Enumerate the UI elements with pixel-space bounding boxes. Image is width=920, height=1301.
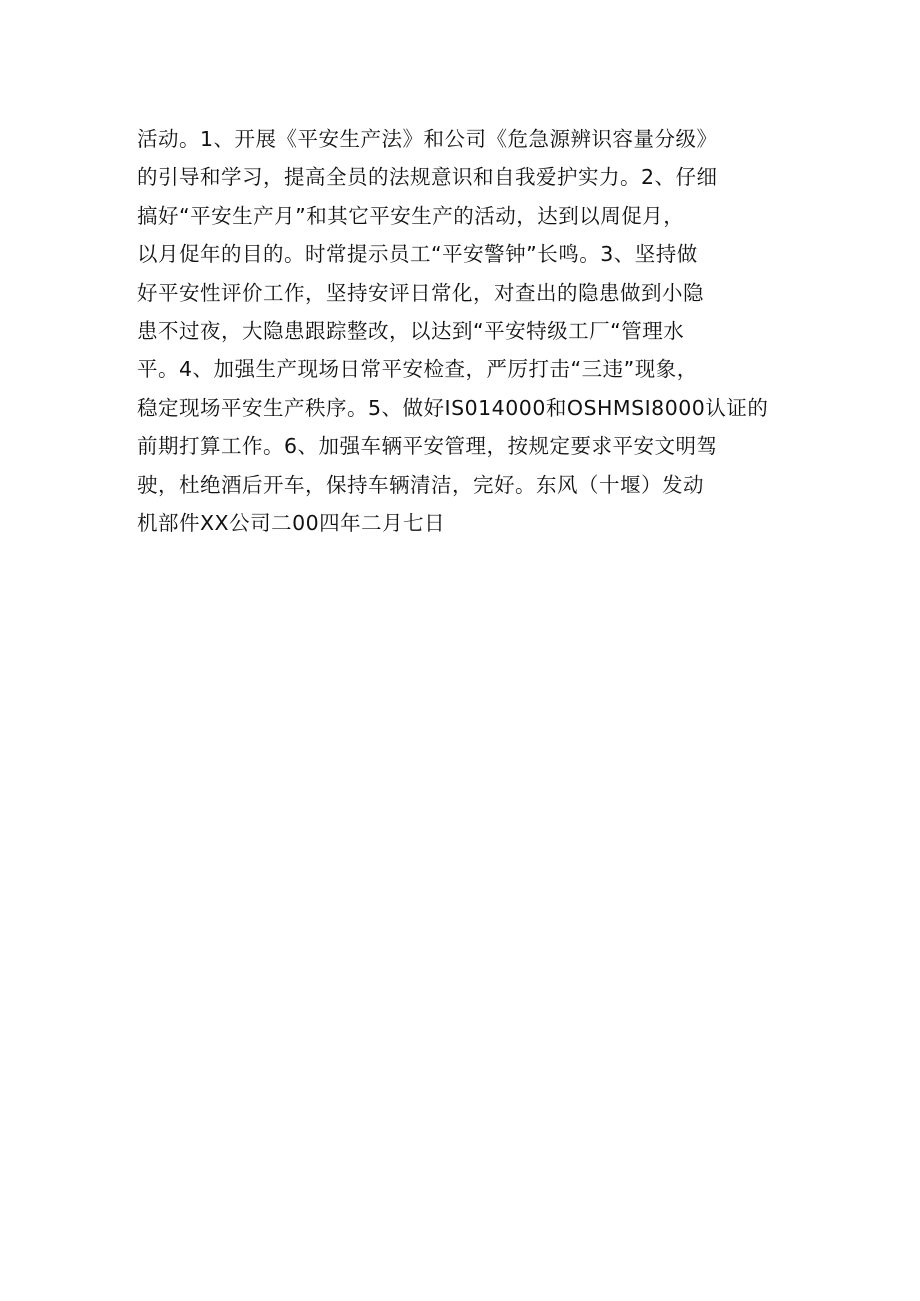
text-line: 搞好“平安生产月”和其它平安生产的活动，达到以周促月， xyxy=(137,203,685,228)
text-line: 患不过夜，大隐患跟踪整改，以达到“平安特级工厂“管理水 xyxy=(137,318,685,343)
text-line: 平。4、加强生产现场日常平安检查，严厉打击“三违”现象， xyxy=(137,357,698,382)
document-body xyxy=(137,120,797,542)
text-line: 前期打算工作。6、加强车辆平安管理，按规定要求平安文明驾 xyxy=(137,434,718,459)
text-line: 机部件XX公司二00四年二月七日 xyxy=(137,510,446,535)
text-line: 的引导和学习，提高全员的法规意识和自我爱护实力。2、仔细 xyxy=(137,165,718,190)
text-line: 活动。1、开展《平安生产法》和公司《危急源辨识容量分级》 xyxy=(137,127,718,151)
text-line: 稳定现场平安生产秩序。5、做好IS014000和OSHMSI8000认证的 xyxy=(137,395,769,420)
text-line: 以月促年的目的。时常提示员工“平安警钟”长鸣。3、坚持做 xyxy=(137,242,698,267)
text-line: 好平安性评价工作，坚持安评日常化，对查出的隐患做到小隐 xyxy=(137,280,704,305)
text-line: 驶，杜绝酒后开车，保持车辆清洁，完好。东风（十堰）发动 xyxy=(137,472,704,497)
